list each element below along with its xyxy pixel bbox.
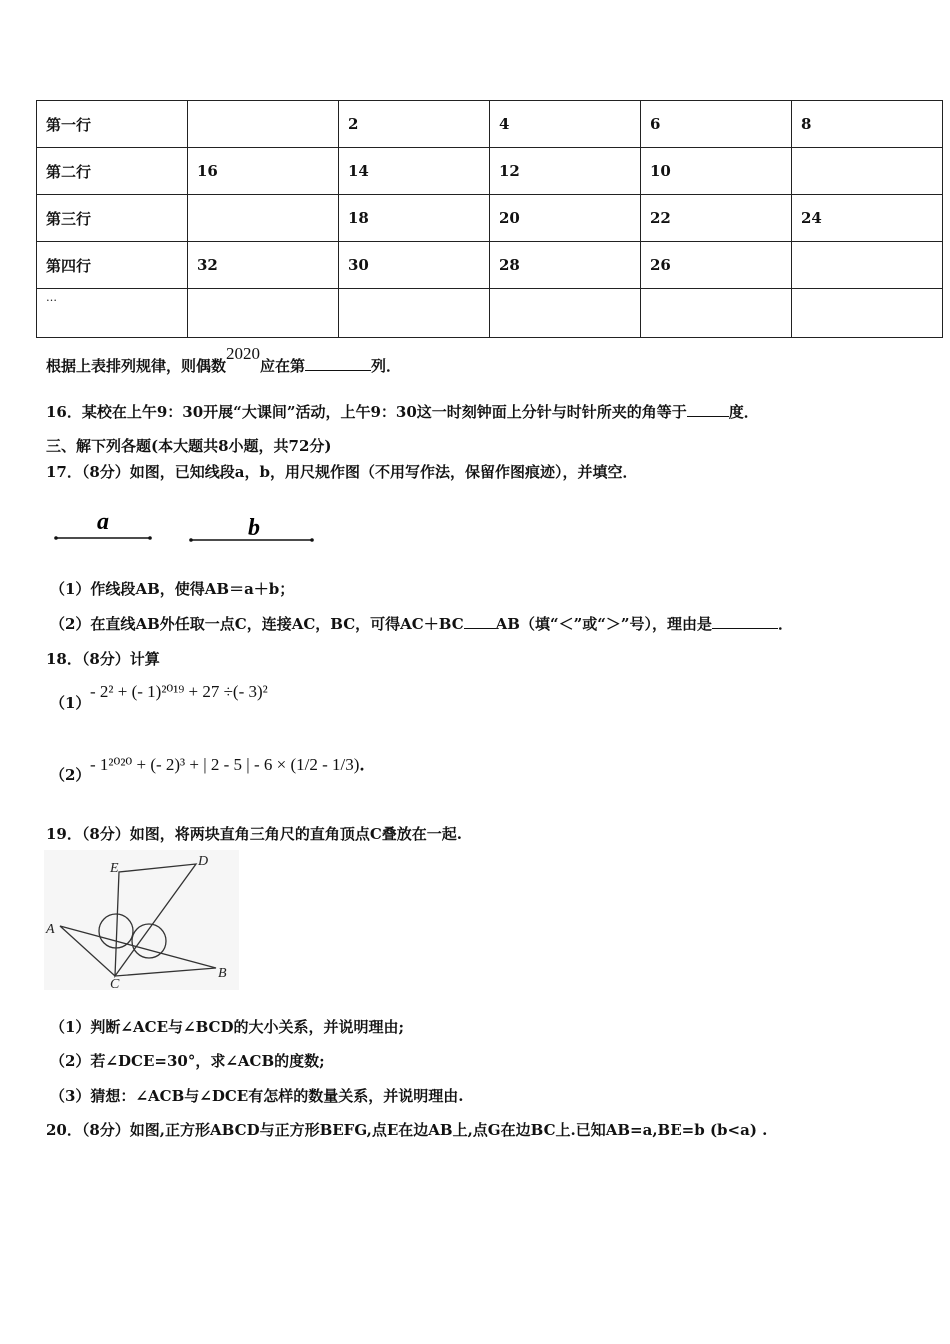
- q18-part1-label: （1）: [50, 694, 91, 712]
- table-cell: 2: [339, 101, 490, 148]
- q15-middle: 应在第: [260, 357, 306, 375]
- label-B: B: [218, 966, 227, 981]
- q19-part2: （2）若∠DCE=30°，求∠ACB的度数;: [50, 1052, 325, 1070]
- q19-part1: （1）判断∠ACE与∠BCD的大小关系，并说明理由;: [50, 1018, 405, 1036]
- table-cell: 24: [792, 195, 943, 242]
- q17-compare-blank[interactable]: [464, 614, 496, 629]
- table-row: [37, 148, 943, 195]
- segment-b: [189, 515, 314, 542]
- table-cell: 10: [641, 148, 792, 195]
- q17-part2-pre: （2）在直线AB外任取一点C，连接AC，BC，可得AC＋BC: [50, 615, 464, 633]
- table-cell: [792, 242, 943, 289]
- label-C: C: [110, 977, 120, 990]
- label-D: D: [198, 854, 209, 869]
- section-3-heading: 三、解下列各题(本大题共8小题，共72分): [46, 437, 332, 455]
- table-cell: 6: [641, 101, 792, 148]
- table-row: [37, 289, 943, 338]
- q17-segments-figure: [50, 505, 330, 550]
- table-cell: 14: [339, 148, 490, 195]
- table-row: [37, 101, 943, 148]
- table-cell: [188, 101, 339, 148]
- table-cell: 26: [641, 242, 792, 289]
- q15-tail: [46, 344, 402, 376]
- q17-reason-blank[interactable]: [712, 614, 778, 629]
- row-header-cell: …: [37, 289, 188, 338]
- segment-b-label: b: [248, 515, 260, 541]
- table-cell: [339, 289, 490, 338]
- table-cell: 8: [792, 101, 943, 148]
- table-cell: [490, 289, 641, 338]
- label-E: E: [110, 861, 119, 876]
- table-cell: 30: [339, 242, 490, 289]
- table-cell: 16: [188, 148, 339, 195]
- q16-text: 16．某校在上午9：30开展“大课间”活动，上午9：30这一时刻钟面上分针与时针所夹的角等于: [46, 403, 687, 421]
- number-table: [36, 100, 943, 338]
- q16: [46, 401, 759, 422]
- row-header-cell: 第三行: [37, 195, 188, 242]
- table-cell: [792, 289, 943, 338]
- table-cell: [641, 289, 792, 338]
- q16-answer-blank[interactable]: [687, 402, 729, 417]
- table-row: [37, 242, 943, 289]
- table-cell: 20: [490, 195, 641, 242]
- segment-a: [54, 509, 152, 540]
- table-cell: 22: [641, 195, 792, 242]
- q19-triangles-figure: [44, 850, 239, 990]
- table-cell: 18: [339, 195, 490, 242]
- table-cell: [188, 195, 339, 242]
- table-row: [37, 195, 943, 242]
- table-cell: 12: [490, 148, 641, 195]
- q17-stem: 17．（8分）如图，已知线段a，b，用尺规作图（不用写作法，保留作图痕迹），并填空．: [46, 463, 638, 481]
- table-cell: [792, 148, 943, 195]
- q17-part1: （1）作线段AB，使得AB＝a＋b；: [50, 580, 295, 598]
- q15-number: 2020: [226, 344, 261, 363]
- q18-stem: 18．（8分）计算: [46, 650, 160, 668]
- table-cell: [188, 289, 339, 338]
- q15-prefix: 根据上表排列规律，则偶数: [46, 357, 227, 375]
- q17-part2-mid: AB（填“＜”或“＞”号），理由是: [495, 615, 712, 633]
- q18-part2-expr-text: - 1²⁰²⁰ + (- 2)³ + | 2 - 5 | - 6 × (1/2 - 1/3): [90, 755, 360, 774]
- q18-part2-expression: - 1²⁰²⁰ + (- 2)³ + | 2 - 5 | - 6 × (1/2 - 1/3)．: [90, 755, 377, 775]
- q16-suffix: 度．: [728, 403, 759, 421]
- q19-stem: 19．（8分）如图，将两块直角三角尺的直角顶点C叠放在一起.: [46, 825, 462, 843]
- label-A: A: [46, 922, 55, 937]
- q20-stem: 20．（8分）如图,正方形ABCD与正方形BEFG,点E在边AB上,点G在边BC上.已知AB=a,BE=b (b<a) .: [46, 1121, 768, 1139]
- segment-a-label: a: [97, 509, 109, 535]
- q17-part2-end: ．: [777, 615, 793, 633]
- q15-suffix: 列．: [371, 357, 402, 375]
- q17-part2: [50, 613, 793, 634]
- q18-part1-expression: - 2² + (- 1)²⁰¹⁹ + 27 ÷(- 3)²: [90, 682, 268, 701]
- q15-answer-blank[interactable]: [305, 356, 371, 371]
- row-header-cell: 第四行: [37, 242, 188, 289]
- table-cell: 32: [188, 242, 339, 289]
- q18-part2-label: （2）: [50, 766, 91, 784]
- table-cell: 28: [490, 242, 641, 289]
- row-header-cell: 第二行: [37, 148, 188, 195]
- q19-part3: （3）猜想：∠ACB与∠DCE有怎样的数量关系，并说明理由.: [50, 1087, 464, 1105]
- table-cell: 4: [490, 101, 641, 148]
- row-header-cell: 第一行: [37, 101, 188, 148]
